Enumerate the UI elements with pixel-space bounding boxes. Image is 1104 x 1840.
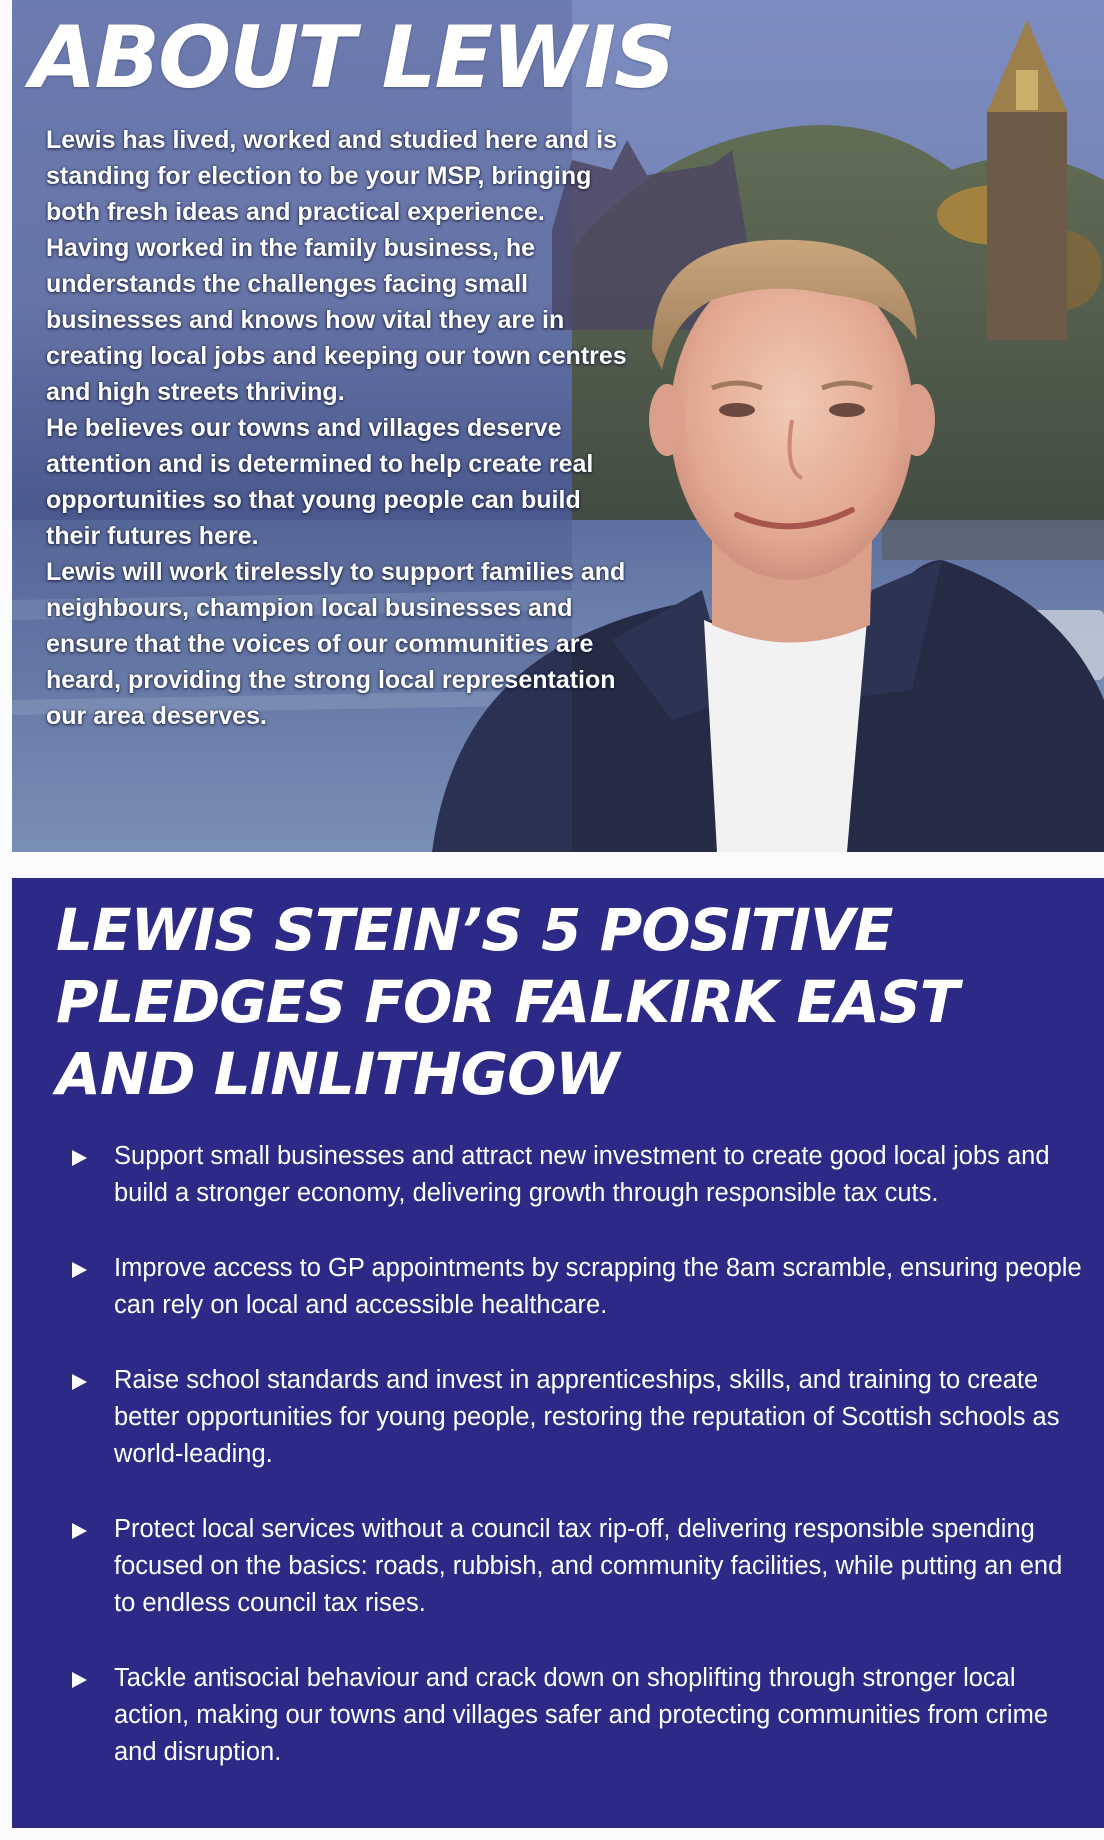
pledge-text: Tackle antisocial behaviour and crack down on shoplifting through stronger local action, making our towns and villages safer and protecting communities from crime and disruption. (114, 1664, 1048, 1766)
triangle-bullet-icon (72, 1672, 87, 1688)
pledge-text: Support small businesses and attract new investment to create good local jobs and build a stronger economy, delivering growth through responsible tax cuts. (114, 1142, 1050, 1207)
about-paragraph: Lewis has lived, worked and studied here and is standing for election to be your MSP, bringing both fresh ideas and practical experience. (46, 126, 617, 226)
pledge-text: Protect local services without a council tax rip-off, delivering responsible spending focused on the basics: roads, rubbish, and community facilities, while putting an end to endless council tax rises. (114, 1515, 1063, 1617)
triangle-bullet-icon (72, 1262, 87, 1278)
pledge-text: Improve access to GP appointments by scrapping the 8am scramble, ensuring people can rely on local and accessible healthcare. (114, 1254, 1082, 1319)
about-section (12, 0, 1104, 852)
pledge-list (72, 1138, 1082, 1809)
pledges-section (12, 878, 1104, 1828)
pledge-text: Raise school standards and invest in apprenticeships, skills, and training to create better opportunities for young people, restoring the reputation of Scottish schools as world-leading. (114, 1366, 1060, 1468)
about-paragraph: Lewis will work tirelessly to support families and neighbours, champion local businesses and ensure that the voices of our communities are heard, providing the strong local representation our area deserves. (46, 558, 626, 730)
about-body (46, 122, 636, 734)
about-paragraph: He believes our towns and villages deserve attention and is determined to help create real opportunities so that young people can build their futures here. (46, 414, 594, 550)
pledge-item (72, 1511, 1082, 1622)
pledges-title: LEWIS STEIN’S 5 POSITIVE PLEDGES FOR FALKIRK EAST AND LINLITHGOW (56, 896, 959, 1108)
triangle-bullet-icon (72, 1150, 87, 1166)
pledge-item (72, 1362, 1082, 1473)
pledge-item (72, 1138, 1082, 1212)
triangle-bullet-icon (72, 1523, 87, 1539)
about-paragraph: Having worked in the family business, he understands the challenges facing small businesses and knows how vital they are in creating local jobs and keeping our town centres and high streets thriving. (46, 234, 627, 406)
pledge-item (72, 1250, 1082, 1324)
triangle-bullet-icon (72, 1374, 87, 1390)
pledge-item (72, 1660, 1082, 1771)
about-title: ABOUT LEWIS (30, 8, 674, 108)
